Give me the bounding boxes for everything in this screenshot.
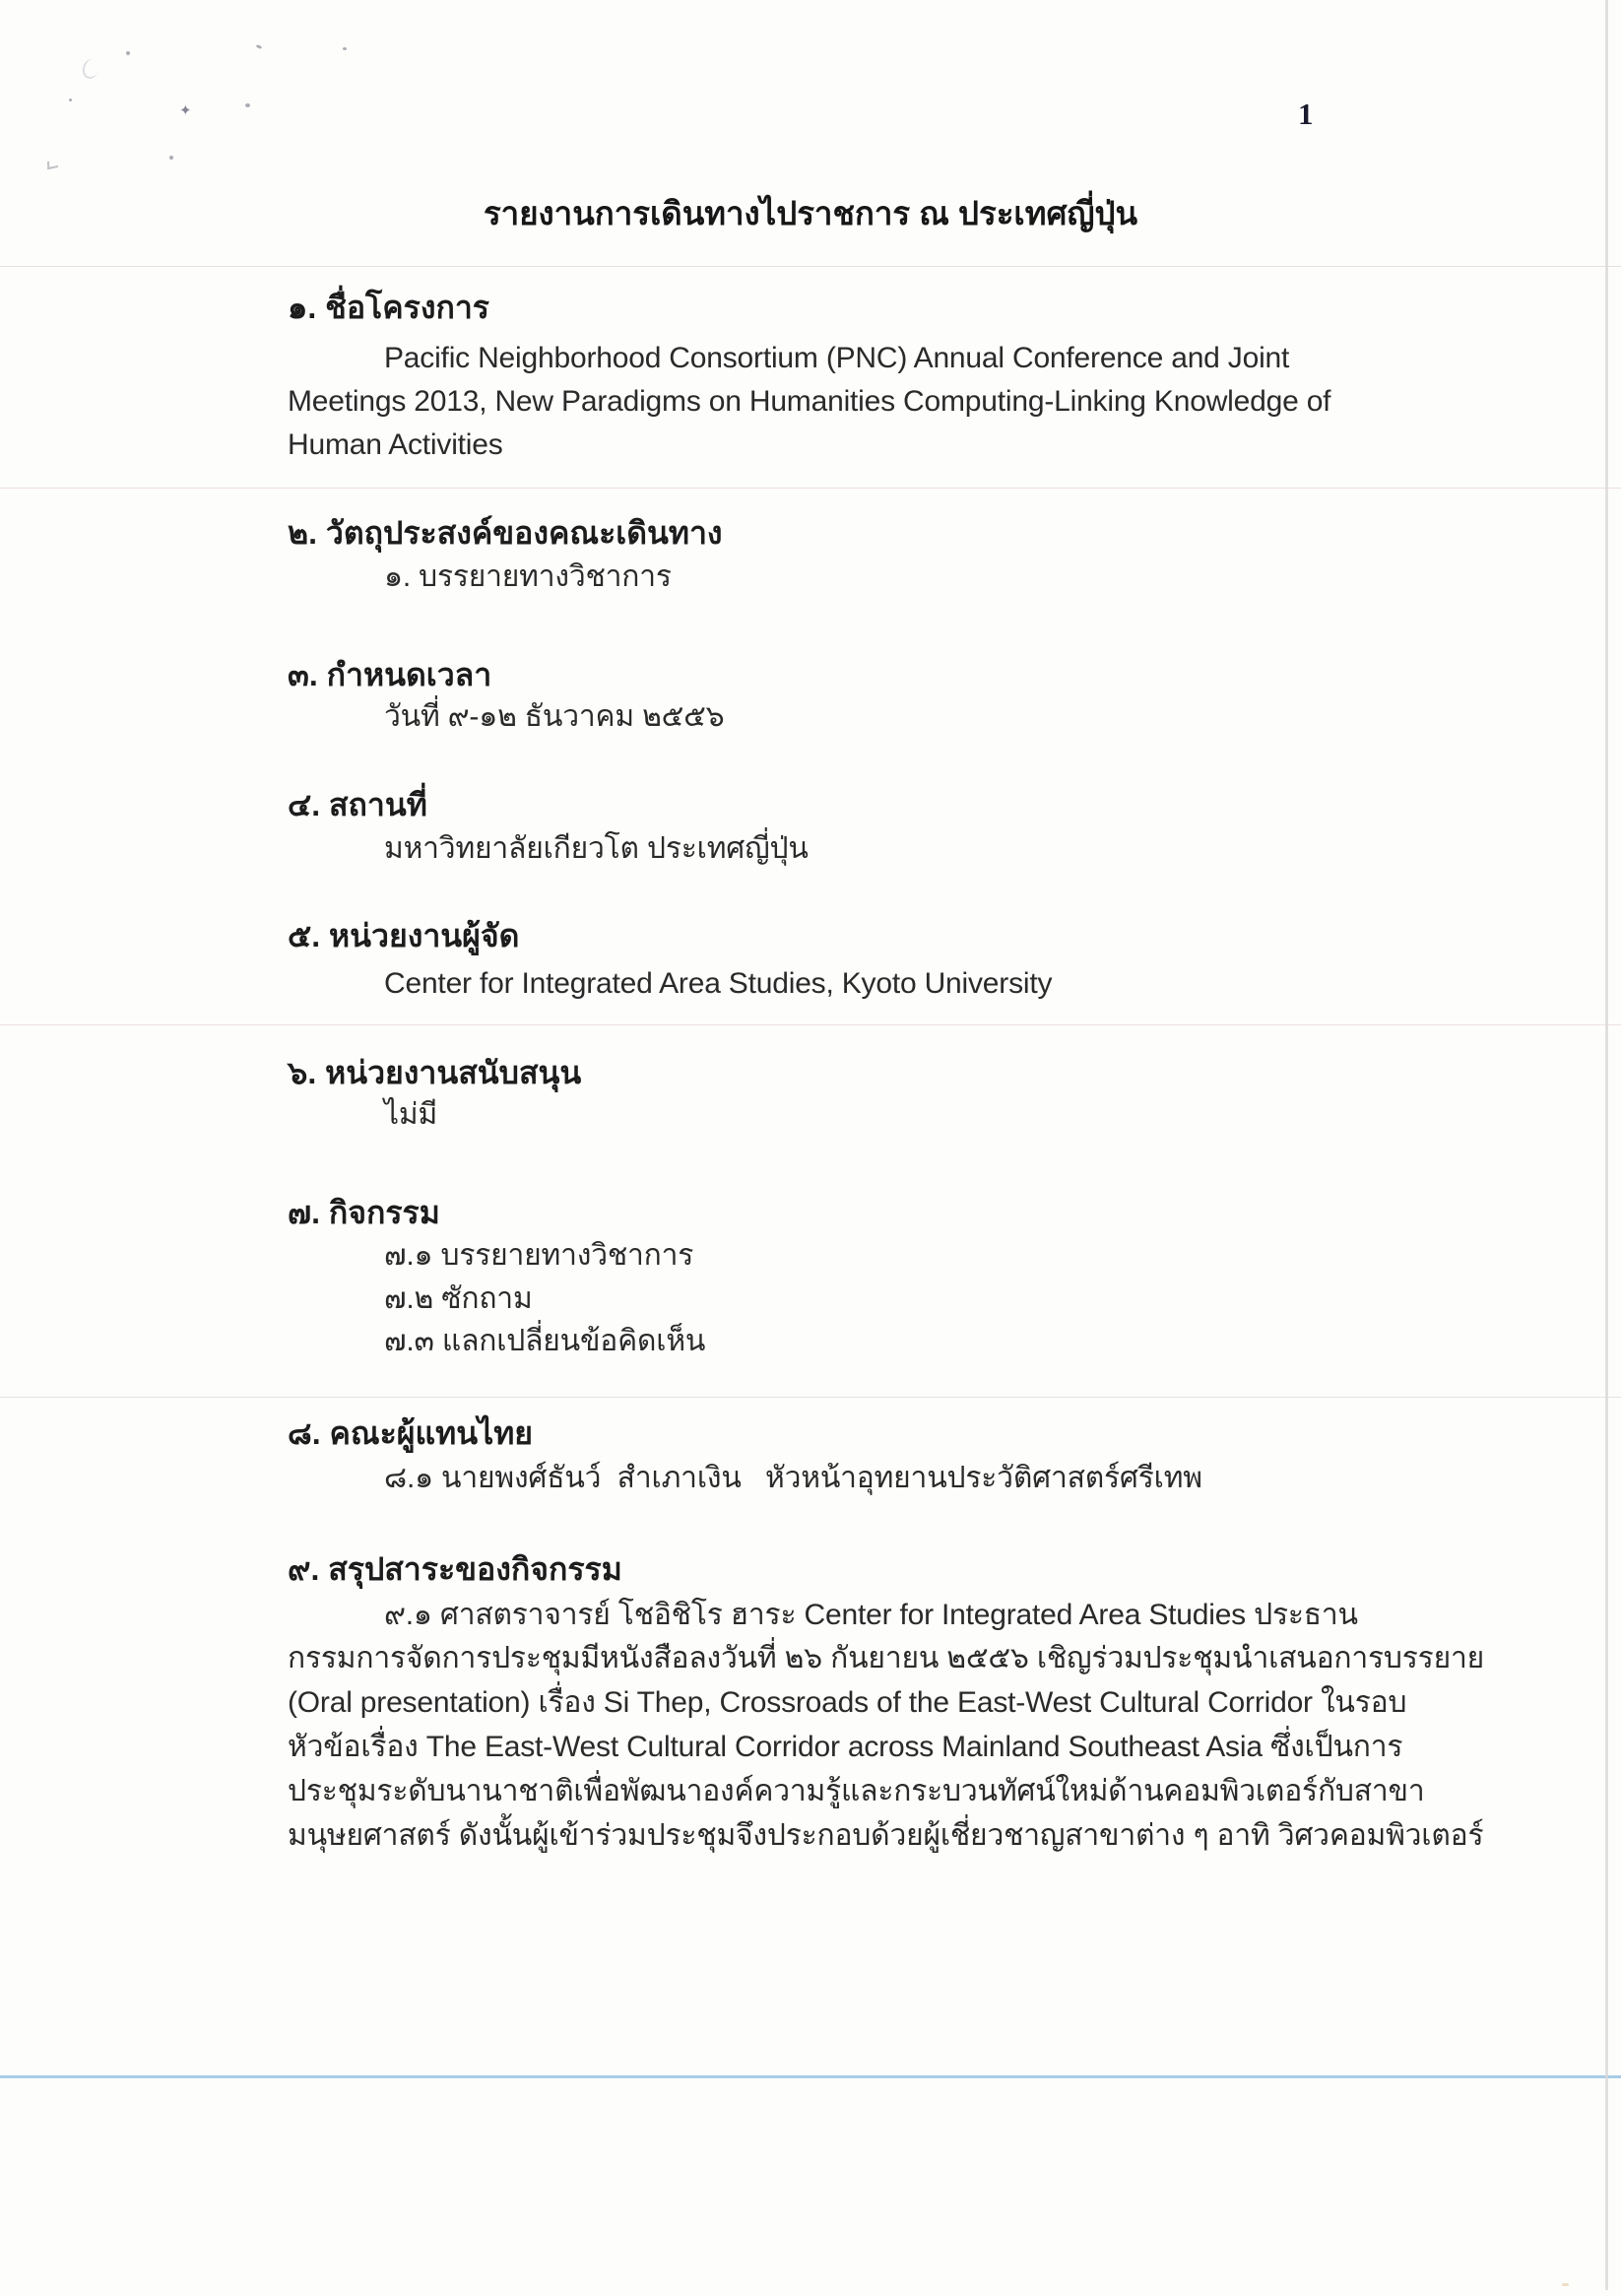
section-2-line: ๑. บรรยายทางวิชาการ bbox=[384, 560, 672, 593]
section-5-line: Center for Integrated Area Studies, Kyoto University bbox=[384, 967, 1053, 1000]
scan-speck bbox=[256, 44, 263, 49]
scan-speck: ✦ bbox=[179, 102, 192, 119]
section-1-heading: ๑. ชื่อโครงการ bbox=[288, 290, 489, 325]
section-9-line: กรรมการจัดการประชุมมีหนังสือลงวันที่ ๒๖ กันยายน ๒๕๕๖ เชิญร่วมประชุมนำเสนอการบรรยาย bbox=[288, 1642, 1484, 1674]
section-1-line: Human Activities bbox=[288, 428, 503, 461]
scan-speck bbox=[169, 156, 173, 160]
scan-speck bbox=[126, 51, 130, 55]
section-7-line: ๗.๒ ซักถาม bbox=[384, 1282, 533, 1315]
section-6-line: ไม่มี bbox=[384, 1098, 438, 1131]
scan-speck bbox=[69, 98, 72, 101]
section-7-line: ๗.๓ แลกเปลี่ยนข้อคิดเห็น bbox=[384, 1325, 706, 1357]
scan-line bbox=[0, 1024, 1621, 1025]
section-6-heading: ๖. หน่วยงานสนับสนุน bbox=[288, 1055, 582, 1090]
scan-line-blue bbox=[0, 2075, 1621, 2078]
section-2-heading: ๒. วัตถุประสงค์ของคณะเดินทาง bbox=[288, 515, 723, 551]
section-1-line: Pacific Neighborhood Consortium (PNC) Annual Conference and Joint bbox=[384, 342, 1290, 374]
scan-line bbox=[0, 1397, 1621, 1398]
section-9-line: ประชุมระดับนานาชาติเพื่อพัฒนาองค์ความรู้และกระบวนทัศน์ใหม่ด้านคอมพิวเตอร์กับสาขา bbox=[288, 1775, 1425, 1807]
scan-speck bbox=[343, 47, 347, 50]
section-8-line: ๘.๑ นายพงศ์ธันว์ สำเภาเงิน หัวหน้าอุทยานประวัติศาสตร์ศรีเทพ bbox=[384, 1462, 1202, 1494]
scan-line bbox=[0, 266, 1621, 267]
scan-speck bbox=[47, 160, 58, 169]
section-8-heading: ๘. คณะผู้แทนไทย bbox=[288, 1415, 534, 1451]
section-7-line: ๗.๑ บรรยายทางวิชาการ bbox=[384, 1239, 694, 1272]
section-9-line: หัวข้อเรื่อง The East-West Cultural Corridor across Mainland Southeast Asia ซึ่งเป็นการ bbox=[288, 1731, 1403, 1763]
section-7-heading: ๗. กิจกรรม bbox=[288, 1195, 440, 1230]
section-9-line: (Oral presentation) เรื่อง Si Thep, Crossroads of the East-West Cultural Corridor ในรอบ bbox=[288, 1686, 1407, 1719]
section-3-line: วันที่ ๙-๑๒ ธันวาคม ๒๕๕๖ bbox=[384, 700, 725, 733]
section-5-heading: ๕. หน่วยงานผู้จัด bbox=[288, 918, 520, 953]
scan-line bbox=[0, 488, 1621, 489]
section-3-heading: ๓. กำหนดเวลา bbox=[288, 657, 492, 692]
page-number: 1 bbox=[1298, 97, 1314, 131]
scan-speck bbox=[245, 103, 250, 107]
section-9-line: ๙.๑ ศาสตราจารย์ โชอิชิโร ฮาระ Center for Integrated Area Studies ประธาน bbox=[384, 1599, 1358, 1631]
scan-edge-line bbox=[1605, 0, 1608, 2290]
scan-speck bbox=[81, 57, 101, 80]
scan-speck bbox=[1562, 2283, 1569, 2286]
section-9-heading: ๙. สรุปสาระของกิจกรรม bbox=[288, 1551, 622, 1587]
section-9-line: มนุษยศาสตร์ ดังนั้นผู้เข้าร่วมประชุมจึงประกอบด้วยผู้เชี่ยวชาญสาขาต่าง ๆ อาทิ วิศวคอมพิวเตอร์ bbox=[288, 1819, 1484, 1852]
section-4-line: มหาวิทยาลัยเกียวโต ประเทศญี่ปุ่น bbox=[384, 832, 809, 865]
section-4-heading: ๔. สถานที่ bbox=[288, 787, 427, 822]
page-title: รายงานการเดินทางไปราชการ ณ ประเทศญี่ปุ่น bbox=[483, 195, 1138, 231]
section-1-line: Meetings 2013, New Paradigms on Humanities Computing-Linking Knowledge of bbox=[288, 385, 1331, 418]
